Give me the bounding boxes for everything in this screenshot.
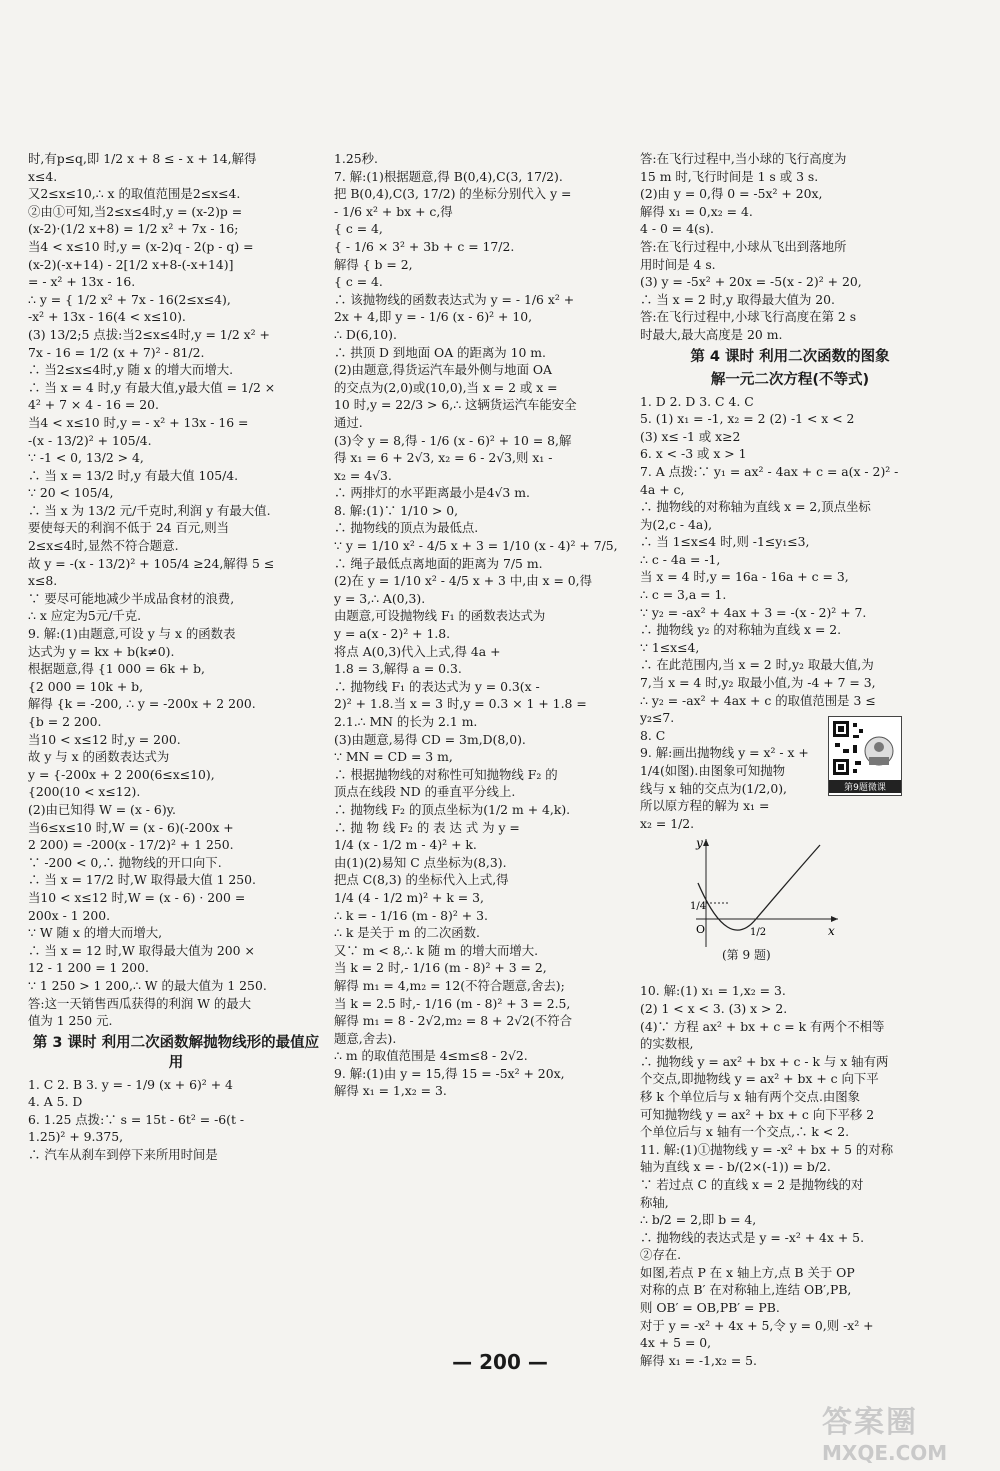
answer-line: 则 OB′ = OB,PB′ = PB.	[640, 1300, 780, 1316]
answer-line: 值为 1 250 元.	[28, 1013, 113, 1029]
answer-line: 1/4(如图).由图象可知抛物	[640, 763, 786, 778]
answer-line: = - x² + 13x - 16.	[28, 274, 136, 290]
graph-y-label: y	[696, 836, 703, 850]
answer-line: 个交点,即抛物线 y = ax² + bx + c 向下平	[640, 1071, 879, 1087]
answer-column-1	[28, 150, 324, 1164]
graph-origin: O	[696, 923, 706, 936]
answer-line: x₂ = 1/2.	[640, 815, 695, 831]
answer-line: ∴ k = - 1/16 (m - 8)² + 3.	[334, 907, 488, 923]
answer-line: 时最大,最大高度是 20 m.	[640, 326, 783, 342]
qr-label: 第9题微课	[829, 780, 901, 793]
answer-line: { c = 4,	[334, 221, 383, 237]
answer-line: 1.8 = 3,解得 a = 0.3.	[334, 661, 462, 677]
answer-line: -(x - 13/2)² + 105/4.	[28, 432, 152, 448]
answer-line: 把 B(0,4),C(3, 17/2) 的坐标分别代入 y =	[334, 186, 572, 202]
answer-line: { c = 4.	[334, 274, 383, 290]
answer-line: 题意,舍去).	[334, 1030, 397, 1046]
answer-line: 6. 1.25 点拨:∵ s = 15t - 6t² = -6(t -	[28, 1111, 245, 1127]
answer-line: (4)∵ 方程 ax² + bx + c = k 有两个不相等	[640, 1018, 885, 1034]
answer-line: 10 时,y = 22/3 > 6,∴ 这辆货运汽车能安全	[334, 397, 577, 413]
answer-line: (x-2)·(1/2 x+8) = 1/2 x² + 7x - 16;	[28, 221, 239, 237]
answer-line: (2)在 y = 1/10 x² - 4/5 x + 3 中,由 x = 0,得	[334, 573, 592, 589]
answer-line: ∴ 该抛物线的函数表达式为 y = - 1/6 x² +	[334, 291, 575, 307]
answer-line: 4a + c,	[640, 481, 685, 497]
answer-line: y = a(x - 2)² + 1.8.	[334, 626, 451, 642]
answer-line: ∴ y = { 1/2 x² + 7x - 16(2≤x≤4),	[28, 291, 231, 307]
answer-line: ∴ 当 x = 2 时,y 取得最大值为 20.	[640, 291, 835, 307]
answer-line: 线与 x 轴的交点为(1/2,0),	[640, 780, 787, 796]
answer-line: 当10 < x≤12 时,y = 200.	[28, 731, 181, 747]
answer-line: 15 m 时,飞行时间是 1 s 或 3 s.	[640, 168, 819, 184]
answer-line: ∴ c - 4a = -1,	[640, 551, 721, 567]
answer-line: 所以原方程的解为 x₁ =	[640, 798, 770, 814]
answer-line: 当 k = 2.5 时,- 1/16 (m - 8)² + 3 = 2.5,	[334, 995, 571, 1011]
answer-line: 8. C	[640, 727, 666, 743]
answer-line: 7. A 点拨:∵ y₁ = ax² - 4ax + c = a(x - 2)² -	[640, 463, 899, 479]
answer-line: 解得 {k = -200, ∴ y = -200x + 2 200.	[28, 696, 256, 712]
answer-line: {200(10 < x≤12).	[28, 784, 141, 800]
answer-line: - 1/6 x² + bx + c,得	[334, 203, 453, 219]
answer-line: ∴ 根据抛物线的对称性可知抛物线 F₂ 的	[334, 766, 558, 782]
answer-line: 又∵ m < 8,∴ k 随 m 的增大而增大.	[334, 942, 539, 958]
answer-line: ∴ 当 x = 4 时,y 有最大值,y最大值 = 1/2 ×	[28, 379, 276, 395]
section-title: 第 4 课时 利用二次函数的图象	[690, 348, 890, 365]
answer-line: 9. 解:画出抛物线 y = x² - x +	[640, 745, 809, 761]
answer-line: {b = 2 200.	[28, 714, 102, 729]
answer-line: (3) y = -5x² + 20x = -5(x - 2)² + 20,	[640, 274, 862, 290]
answer-line: ∴ 当 x = 17/2 时,W 取得最大值 1 250.	[28, 872, 256, 888]
answer-line: 2 200) = -200(x - 17/2)² + 1 250.	[28, 837, 234, 853]
answer-line: 达式为 y = kx + b(k≠0).	[28, 643, 175, 659]
answer-line: ∴ 两排灯的水平距离最小是4√3 m.	[334, 485, 530, 501]
graph-y-intercept: 1/4	[690, 901, 707, 912]
answer-line: 答:在飞行过程中,小球飞行高度在第 2 s	[640, 309, 857, 325]
answer-line: 9. 解:(1)由 y = 15,得 15 = -5x² + 20x,	[334, 1065, 565, 1081]
graph-x-label: x	[828, 924, 835, 938]
answer-line: 解得 { b = 2,	[334, 256, 413, 272]
watermark-url: MXQE.COM	[822, 1441, 948, 1465]
answer-line: y = 3,∴ A(0,3).	[334, 590, 426, 606]
answer-line: 解得 x₁ = -1,x₂ = 5.	[640, 1352, 757, 1368]
answer-line: -x² + 13x - 16(4 < x≤10).	[28, 309, 186, 325]
answer-line: 解得 x₁ = 0,x₂ = 4.	[640, 203, 753, 219]
answer-line: 的交点为(2,0)或(10,0),当 x = 2 或 x =	[334, 379, 558, 395]
answer-line: 200x - 1 200.	[28, 907, 111, 923]
answer-line: ∵ 1 250 > 1 200,∴ W 的最大值为 1 250.	[28, 977, 267, 993]
answer-line: ∴ 抛物线 F₁ 的表达式为 y = 0.3(x -	[334, 678, 540, 694]
answer-line: 5. (1) x₁ = -1, x₂ = 2 (2) -1 < x < 2	[640, 411, 855, 427]
answer-line: ②存在.	[640, 1247, 682, 1263]
answer-line: 10. 解:(1) x₁ = 1,x₂ = 3.	[640, 983, 786, 999]
answer-line: 时,有p≤q,即 1/2 x + 8 ≤ - x + 14,解得	[28, 151, 257, 166]
answer-line: 由题意,可设抛物线 F₁ 的函数表达式为	[334, 608, 546, 624]
answer-line: ∴ 抛物线的表达式是 y = -x² + 4x + 5.	[640, 1229, 865, 1245]
answer-line: 4x + 5 = 0,	[640, 1335, 712, 1351]
page-number: — 200 —	[452, 1350, 548, 1374]
answer-line: ∴ b/2 = 2,即 b = 4,	[640, 1212, 757, 1228]
answer-line: (x-2)(-x+14) - 2[1/2 x+8-(-x+14)]	[28, 256, 234, 272]
answer-line: ∴ 当 x 为 13/2 元/千克时,利润 y 有最大值.	[28, 502, 271, 518]
answer-line: 答:这一天销售西瓜获得的利润 W 的最大	[28, 995, 252, 1011]
parabola-graph	[690, 835, 840, 950]
answer-line: 1/4 (4 - 1/2 m)² + k = 3,	[334, 889, 484, 905]
answer-line: 可知抛物线 y = ax² + bx + c 向下平移 2	[640, 1106, 875, 1122]
answer-line: ∴ k 是关于 m 的二次函数.	[334, 925, 480, 941]
answer-line: ∴ 抛 物 线 F₂ 的 表 达 式 为 y =	[334, 819, 520, 835]
answer-line: 1. C 2. B 3. y = - 1/9 (x + 6)² + 4	[28, 1076, 233, 1092]
answer-line: x≤4.	[28, 168, 58, 184]
answer-line: (3) x≤ -1 或 x≥2	[640, 428, 741, 444]
answer-line: 1. D 2. D 3. C 4. C	[640, 393, 754, 409]
answer-line: ∴ 抛物线的顶点为最低点.	[334, 520, 479, 536]
answer-line: (3)令 y = 8,得 - 1/6 (x - 6)² + 10 = 8,解	[334, 432, 572, 448]
answer-line: ∴ y₂ = -ax² + 4ax + c 的取值范围是 3 ≤	[640, 692, 876, 708]
answer-line: 如图,若点 P 在 x 轴上方,点 B 关于 OP	[640, 1264, 855, 1280]
answer-line: x₂ = 4√3.	[334, 467, 392, 483]
answer-line: 4² + 7 × 4 - 16 = 20.	[28, 397, 159, 413]
answer-line: (2) 1 < x < 3. (3) x > 2.	[640, 1000, 788, 1016]
answer-line: 11. 解:(1)①抛物线 y = -x² + bx + 5 的对称	[640, 1141, 894, 1157]
answer-column-2	[334, 150, 624, 1100]
qr-code[interactable]	[828, 716, 902, 796]
answer-line: 12 - 1 200 = 1 200.	[28, 960, 149, 976]
graph-caption: (第 9 题)	[722, 948, 771, 962]
answer-line: (2)由 y = 0,得 0 = -5x² + 20x,	[640, 186, 823, 202]
answer-line: ②由①可知,当2≤x≤4时,y = (x-2)p =	[28, 203, 243, 219]
answer-line: 1.25)² + 9.375,	[28, 1129, 124, 1145]
answer-line: 将点 A(0,3)代入上式,得 4a +	[334, 643, 501, 659]
answer-line: 当4 < x≤10 时,y = (x-2)q - 2(p - q) =	[28, 238, 254, 254]
answer-line: ∵ W 随 x 的增大而增大,	[28, 925, 163, 941]
answer-line: 7,当 x = 4 时,y₂ 取最小值,为 -4 + 7 = 3,	[640, 675, 876, 691]
answer-line: ∵ 20 < 105/4,	[28, 485, 114, 501]
answer-line: 又2≤x≤10,∴ x 的取值范围是2≤x≤4.	[28, 186, 241, 202]
answer-line: {2 000 = 10k + b,	[28, 678, 144, 694]
qr-code-icon	[833, 721, 895, 775]
answer-line: 8. 解:(1)∵ 1/10 > 0,	[334, 502, 459, 518]
answer-line: 答:在飞行过程中,当小球的飞行高度为	[640, 151, 847, 166]
answer-line: 顶点在线段 ND 的垂直平分线上.	[334, 784, 516, 800]
answer-line: 故 y 与 x 的函数表达式为	[28, 749, 170, 765]
answer-line: 答:在飞行过程中,小球从飞出到落地所	[640, 238, 847, 254]
answer-line: 故 y = -(x - 13/2)² + 105/4 ≥24,解得 5 ≤	[28, 555, 275, 571]
answer-line: ∴ 抛物线 y₂ 的对称轴为直线 x = 2.	[640, 622, 842, 638]
answer-line: 对于 y = -x² + 4x + 5,令 y = 0,则 -x² +	[640, 1317, 874, 1333]
answer-line: ∴ 抛物线 y = ax² + bx + c - k 与 x 轴有两	[640, 1053, 889, 1069]
answer-line: 1.25秒.	[334, 151, 378, 166]
answer-line: y₂≤7.	[640, 710, 675, 726]
answer-line: (3)由题意,易得 CD = 3m,D(8,0).	[334, 731, 526, 747]
answer-line: 当10 < x≤12 时,W = (x - 6) · 200 =	[28, 889, 246, 905]
answer-line: 解得 m₁ = 8 - 2√2,m₂ = 8 + 2√2(不符合	[334, 1013, 573, 1029]
answer-line: ∴ 绳子最低点离地面的距离为 7/5 m.	[334, 555, 543, 571]
answer-line: 用时间是 4 s.	[640, 256, 716, 272]
answer-line: 由(1)(2)易知 C 点坐标为(8,3).	[334, 854, 507, 870]
answer-line: 要使每天的利润不低于 24 百元,则当	[28, 520, 230, 536]
answer-line: 7x - 16 = 1/2 (x + 7)² - 81/2.	[28, 344, 205, 360]
answer-line: 根据题意,得 {1 000 = 6k + b,	[28, 661, 205, 677]
answer-line: 4 - 0 = 4(s).	[640, 221, 714, 237]
answer-line: 当4 < x≤10 时,y = - x² + 13x - 16 =	[28, 414, 249, 430]
answer-line: ∴ D(6,10).	[334, 326, 397, 342]
answer-line: 称轴,	[640, 1194, 669, 1210]
answer-line: 得 x₁ = 6 + 2√3, x₂ = 6 - 2√3,则 x₁ -	[334, 450, 553, 466]
graph-x-intercept: 1/2	[750, 927, 767, 938]
answer-line: ∵ y₂ = -ax² + 4ax + 3 = -(x - 2)² + 7.	[640, 604, 867, 620]
answer-line: 当6≤x≤10 时,W = (x - 6)(-200x +	[28, 819, 234, 835]
watermark-logo: 答案圈	[822, 1405, 918, 1440]
answer-line: ∴ m 的取值范围是 4≤m≤8 - 2√2.	[334, 1048, 528, 1064]
answer-line: (3) 13/2;5 点拔:当2≤x≤4时,y = 1/2 x² +	[28, 326, 270, 342]
answer-line: ∵ -1 < 0, 13/2 > 4,	[28, 450, 144, 466]
answer-line: 当 k = 2 时,- 1/16 (m - 8)² + 3 = 2,	[334, 960, 547, 976]
answer-line: 1/4 (x - 1/2 m - 4)² + k.	[334, 837, 477, 853]
answer-line: 通过.	[334, 414, 363, 430]
answer-line: 轴为直线 x = - b/(2×(-1)) = b/2.	[640, 1159, 831, 1175]
answer-line: 移 k 个单位后与 x 轴有两个交点.由图象	[640, 1088, 861, 1104]
answer-line: y = {-200x + 2 200(6≤x≤10),	[28, 766, 215, 782]
answer-line: { - 1/6 × 3² + 3b + c = 17/2.	[334, 238, 515, 254]
answer-line: 为(2,c - 4a),	[640, 516, 713, 532]
answer-line: ∵ y = 1/10 x² - 4/5 x + 3 = 1/10 (x - 4)² + 7/5,	[334, 538, 618, 554]
answer-line: 7. 解:(1)根据题意,得 B(0,4),C(3, 17/2).	[334, 168, 563, 184]
answer-line: ∴ 抛物线 F₂ 的顶点坐标为(1/2 m + 4,k).	[334, 801, 571, 817]
answer-line: ∴ 抛物线的对称轴为直线 x = 2,顶点坐标	[640, 499, 871, 515]
answer-line: 6. x < -3 或 x > 1	[640, 446, 747, 462]
answer-line: 9. 解:(1)由题意,可设 y 与 x 的函数表	[28, 626, 236, 642]
answer-line: 当 x = 4 时,y = 16a - 16a + c = 3,	[640, 569, 849, 585]
answer-line: 对称的点 B′ 在对称轴上,连结 OB′,PB,	[640, 1282, 852, 1298]
answer-line: 2)² + 1.8.当 x = 3 时,y = 0.3 × 1 + 1.8 =	[334, 696, 587, 712]
answer-line: 把点 C(8,3) 的坐标代入上式,得	[334, 872, 509, 888]
answer-line: 个单位后与 x 轴有一个交点,∴ k < 2.	[640, 1124, 850, 1140]
answer-line: ∴ 当 x = 13/2 时,y 有最大值 105/4.	[28, 467, 239, 483]
answer-line: ∴ 拱顶 D 到地面 OA 的距离为 10 m.	[334, 344, 546, 360]
answer-line: ∴ 当2≤x≤4时,y 随 x 的增大而增大.	[28, 362, 234, 378]
answer-line: 解得 x₁ = 1,x₂ = 3.	[334, 1083, 447, 1099]
answer-line: 2x + 4,即 y = - 1/6 (x - 6)² + 10,	[334, 309, 533, 325]
answer-line: x≤8.	[28, 573, 58, 589]
answer-line: ∴ c = 3,a = 1.	[640, 587, 727, 603]
answer-line: (2)由已知得 W = (x - 6)y.	[28, 801, 176, 817]
answer-line: ∴ x 应定为5元/千克.	[28, 608, 142, 624]
answer-line: ∴ 当 1≤x≤4 时,则 -1≤y₁≤3,	[640, 534, 810, 550]
answer-line: 4. A 5. D	[28, 1094, 83, 1110]
answer-line: 解得 m₁ = 4,m₂ = 12(不符合题意,舍去);	[334, 977, 565, 993]
answer-line: 2≤x≤4时,显然不符合题意.	[28, 538, 179, 554]
section-title: 解一元二次方程(不等式)	[710, 371, 870, 388]
answer-line: ∴ 当 x = 12 时,W 取得最大值为 200 ×	[28, 942, 255, 958]
answer-line: ∵ 1≤x≤4,	[640, 639, 700, 655]
answer-line: ∵ -200 < 0,∴ 抛物线的开口向下.	[28, 854, 222, 870]
answer-line: ∴ 在此范围内,当 x = 2 时,y₂ 取最大值,为	[640, 657, 874, 673]
section-title: 第 3 课时 利用二次函数解抛物线形的最值应用	[32, 1034, 320, 1071]
answer-line: ∵ 要尽可能地减少半成品食材的浪费,	[28, 590, 235, 606]
watermark	[822, 1397, 982, 1465]
answer-line: ∵ MN = CD = 3 m,	[334, 749, 453, 765]
answer-line: 2.1.∴ MN 的长为 2.1 m.	[334, 714, 478, 729]
answer-line: 的实数根,	[640, 1036, 694, 1052]
answer-line: ∵ 若过点 C 的直线 x = 2 是抛物线的对	[640, 1176, 864, 1192]
answer-line: ∴ 汽车从刹车到停下来所用时间是	[28, 1147, 218, 1163]
answer-line: (2)由题意,得货运汽车最外侧与地面 OA	[334, 362, 553, 378]
